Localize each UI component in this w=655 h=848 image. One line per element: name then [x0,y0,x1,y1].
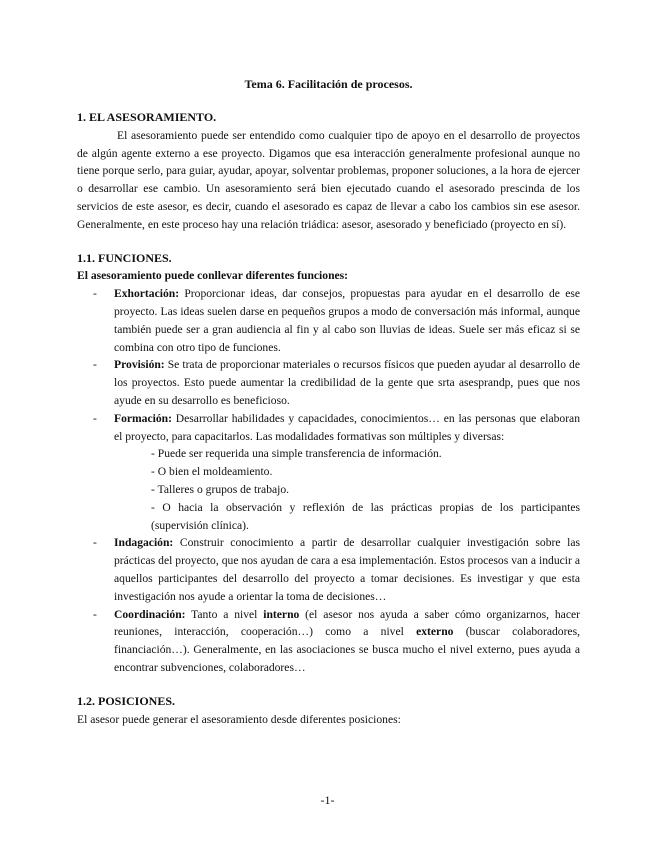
text-coordinacion-a: Tanto a nivel [185,607,264,621]
posiciones-text: El asesor puede generar el asesoramiento desde diferentes posiciones: [77,712,401,726]
list-item-coordinacion [77,606,580,677]
text-coordinacion-b: (el asesor nos ayuda a saber cómo organizarnos, hacer reuniones, interacción, cooperación…) como a nivel [114,607,580,639]
list-dash: - [93,536,97,550]
funciones-intro: El asesoramiento puede conllevar diferentes funciones: [77,269,349,283]
list-item-formacion [77,410,580,535]
list-dash: - [93,411,97,425]
list-dash: - [93,358,97,372]
term-indagacion: Indagación: [114,536,174,550]
list-dash: - [93,287,97,301]
strong-externo: externo [416,625,454,639]
sub-item: - O hacia la observación y reflexión de las prácticas propias de los participantes (supervisión clínica). [151,500,580,532]
document-title: Tema 6. Facilitación de procesos. [244,77,413,91]
formacion-sublist [114,445,580,534]
section-heading-asesoramiento: 1. EL ASESORAMIENTO. [77,110,217,124]
section-heading-funciones: 1.1. FUNCIONES. [77,250,172,265]
sub-item: - Puede ser requerida una simple transferencia de información. [151,447,442,461]
strong-interno: interno [263,607,300,621]
list-item-exhortacion [77,285,580,356]
text-formacion: Desarrollar habilidades y capacidades, conocimientos… en las personas que elaboran el proyecto, para capacitarlos. Las modalidades formativas son múltiples y diversas: [114,411,580,443]
text-indagacion: Construir conocimiento a partir de desarrollar cualquier investigación sobre las prácticas del proyecto, que nos ayudan de cara a esa implementación. Estos procesos van a inducir a aquellos participantes del desarrollo del proyecto a tomar decisiones. Es investigar y que esta investigación nos ayude a orientar la toma de decisiones… [114,536,580,603]
list-dash: - [93,607,97,621]
functions-list [77,285,580,677]
asesoramiento-paragraph: El asesoramiento puede ser entendido como cualquier tipo de apoyo en el desarrollo de proyectos de algún agente externo a ese proyecto. Digamos que esa interacción generalmente profesional aunque no tiene porque serlo, para guiar, ayudar, apoyar, solventar problemas, proponer soluciones, a la hora de ejercer o desarrollar ese cambio. Un asesoramiento será bien ejecutado cuando el asesorado prescinda de los servicios de este asesor, es decir, cuando el asesorado es capaz de llevar a cabo los cambios sin ese asesor. Generalmente, en este proceso hay una relación triádica: asesor, asesorado y beneficiado (proyecto en sí). [77,128,580,231]
text-provision: Se trata de proporcionar materiales o recursos físicos que pueden ayudar al desarrollo de los proyectos. Esto puede aumentar la credibilidad de la gente que srta asesprandp, pues que nos ayude en su desarrollo es beneficioso. [114,358,580,407]
term-coordinacion: Coordinación: [114,607,186,621]
list-item-indagacion [77,534,580,605]
sub-item: - Talleres o grupos de trabajo. [151,482,290,496]
term-provision: Provisión: [114,358,165,372]
document-page [77,74,580,728]
section-heading-posiciones: 1.2. POSICIONES. [77,693,176,708]
text-exhortacion: Proporcionar ideas, dar consejos, propuestas para ayudar en el desarrollo de ese proyecto. Las ideas suelen darse en pequeños grupos a modo de conversación más informal, aunque también puede ser a gran audiencia al fin y al cabo son lluvias de ideas. Suele ser más eficaz si se combina con otro tipo de funciones. [114,287,580,354]
term-formacion: Formación: [114,411,172,425]
list-item-provision [77,356,580,409]
page-number: -1- [320,793,335,807]
text-coordinacion-c: (buscar colaboradores, financiación…). Generalmente, en las asociaciones se busca mucho el nivel externo, pues ayuda a encontrar subvenciones, colaboradores… [114,625,580,674]
sub-item: - O bien el moldeamiento. [151,465,273,479]
term-exhortacion: Exhortación: [114,287,180,301]
